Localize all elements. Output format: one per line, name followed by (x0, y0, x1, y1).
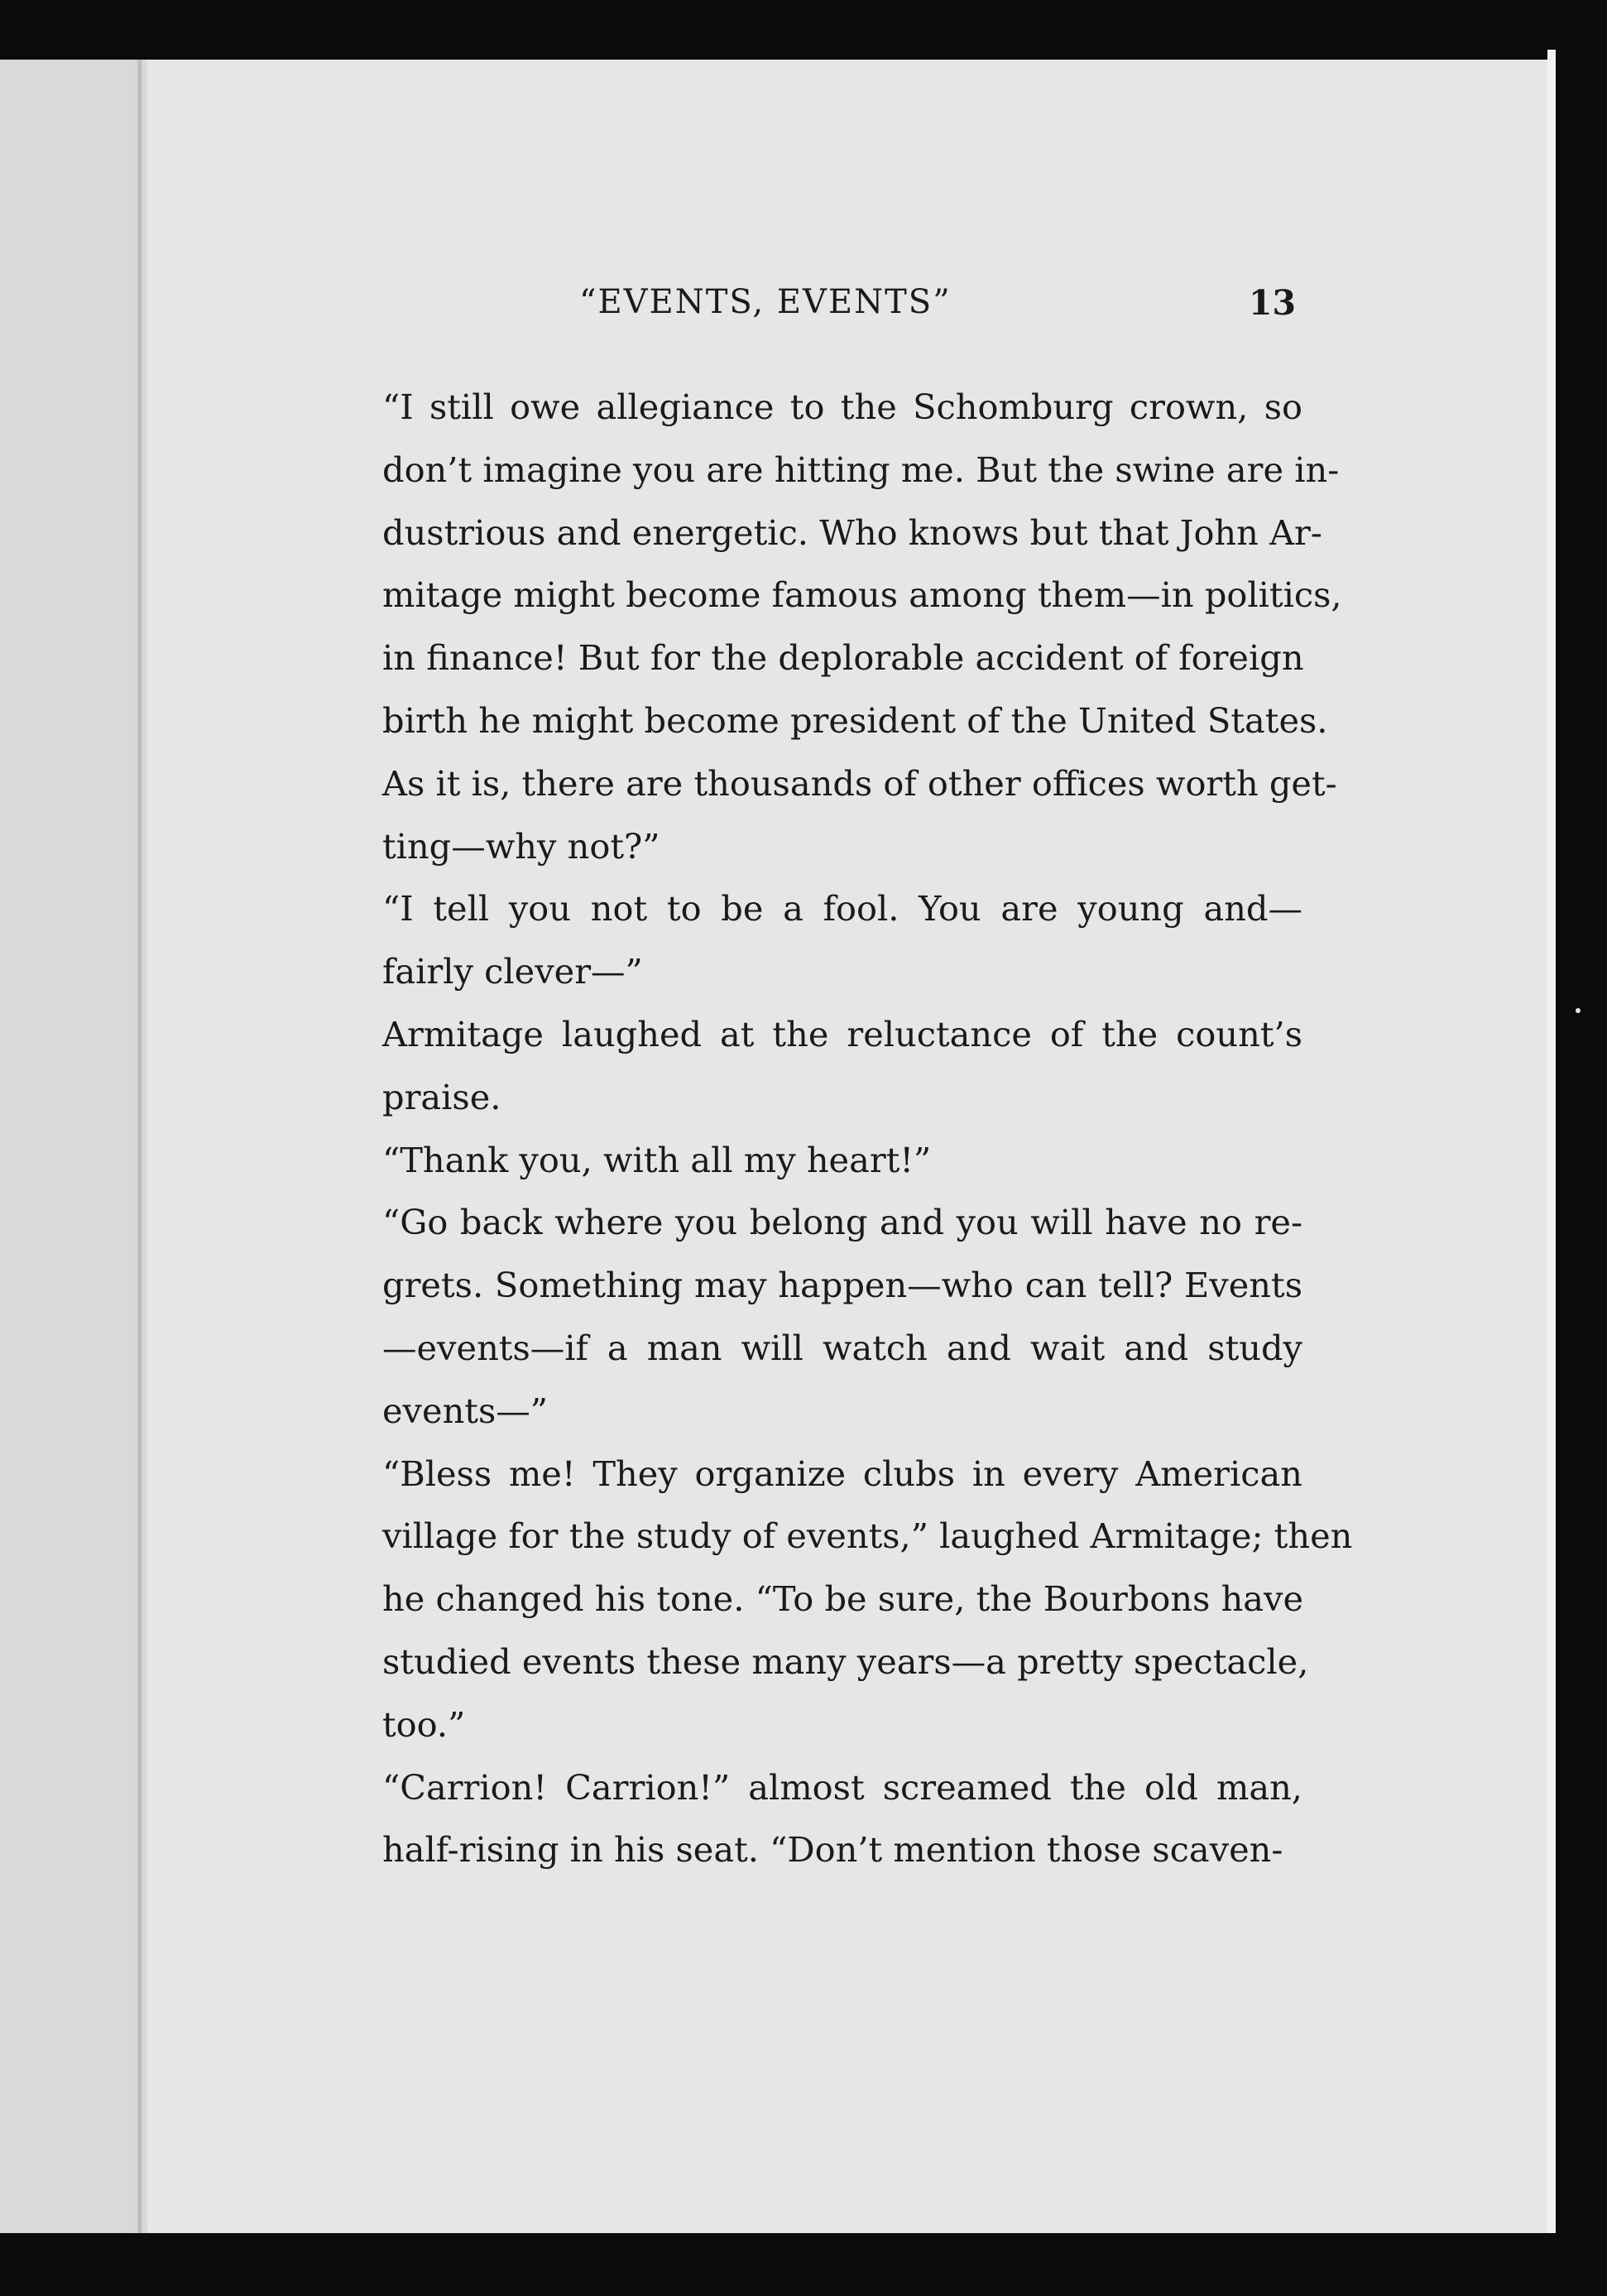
text-line: grets. Something may happen—who can tell? Events (382, 1265, 1302, 1306)
body-text (336, 376, 1353, 1881)
text-line: don’t imagine you are hitting me. But the swine are in- (382, 449, 1340, 490)
text-line: —events—if a man will watch and wait and study (382, 1327, 1302, 1368)
text-line: ting—why not?” (382, 825, 660, 867)
paragraph (336, 877, 1302, 1003)
text-line: “I tell you not to be a fool. You are young and— (382, 888, 1302, 929)
text-line: “Carrion! Carrion!” almost screamed the old man, (382, 1766, 1302, 1808)
page-header (579, 283, 1301, 341)
text-line: studied events these many years—a pretty spectacle, (382, 1640, 1309, 1682)
text-line: events—” (382, 1390, 548, 1431)
dust-speck (1576, 1008, 1581, 1013)
text-line: “Thank you, with all my heart!” (382, 1139, 932, 1180)
text-line: dustrious and energetic. Who knows but that John Ar- (382, 512, 1322, 553)
paragraph (336, 1129, 1302, 1192)
text-line: As it is, there are thousands of other offices worth get- (382, 762, 1337, 804)
gutter (137, 60, 142, 2233)
text-line: birth he might become president of the United States. (382, 699, 1328, 741)
page-number: 13 (1248, 283, 1296, 323)
text-line: praise. (382, 1076, 501, 1117)
text-line: in finance! But for the deplorable accident of foreign (382, 637, 1304, 679)
facing-page (0, 60, 147, 2233)
text-line: too.” (382, 1703, 466, 1745)
page-edge (1547, 50, 1556, 2243)
text-line: mitage might become famous among them—in politics, (382, 574, 1342, 616)
text-line: “Bless me! They organize clubs in every American (382, 1453, 1302, 1494)
text-line: fairly clever—” (382, 951, 643, 992)
paragraph (336, 1191, 1302, 1442)
text-line: Armitage laughed at the reluctance of the count’s (382, 1013, 1302, 1054)
scan-border (0, 2233, 1607, 2296)
paragraph (336, 1443, 1353, 1756)
text-line: he changed his tone. “To be sure, the Bourbons have (382, 1578, 1304, 1620)
text-line: “I still owe allegiance to the Schomburg crown, so (382, 387, 1302, 427)
paragraph (336, 376, 1342, 877)
paragraph (336, 1756, 1302, 1882)
running-head: “EVENTS, EVENTS” (579, 283, 952, 321)
text-line: village for the study of events,” laughed Armitage; then (382, 1515, 1353, 1557)
text-line: half-rising in his seat. “Don’t mention those scaven- (382, 1829, 1283, 1871)
paragraph (336, 1003, 1302, 1129)
text-line: “Go back where you belong and you will have no re- (382, 1202, 1302, 1243)
